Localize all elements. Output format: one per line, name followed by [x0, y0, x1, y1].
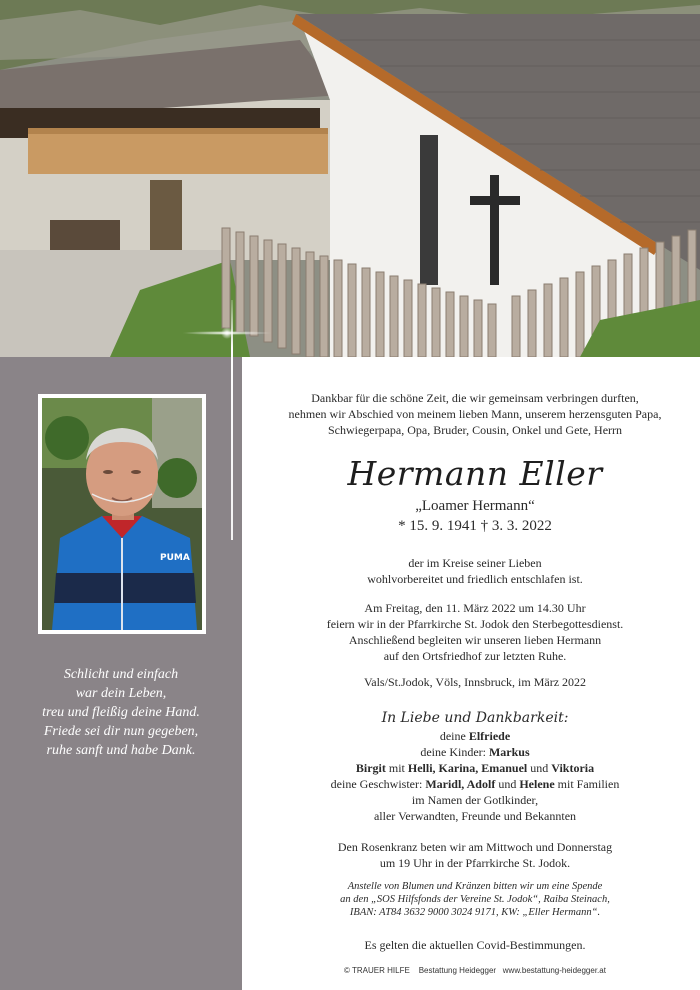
poem-line: treu und fleißig deine Hand.	[42, 705, 200, 720]
footer-website-link[interactable]: www.bestattung-heidegger.at	[502, 966, 606, 975]
covid-notice: Es gelten die aktuellen Covid-Bestimmungen.	[364, 938, 586, 952]
intro-line: Dankbar für die schöne Zeit, die wir gemeinsam verbringen durften,	[311, 391, 639, 405]
poem-line: Schlicht und einfach	[63, 667, 179, 682]
light-cross-sparkle	[182, 318, 272, 348]
rosary-line: um 19 Uhr in der Pfarrkirche St. Jodok.	[379, 856, 571, 870]
mourner-children: deine Kinder: Markus	[420, 745, 530, 759]
funeral-line: Anschließend begleiten wir unseren lieben Hermann	[348, 633, 602, 647]
poem	[0, 665, 242, 760]
funeral-line: auf den Ortsfriedhof zur letzten Ruhe.	[383, 649, 567, 663]
portrait-photo-frame	[38, 394, 206, 634]
donation-line: an den „SOS Hilfsfonds der Vereine St. Jodok“, Raiba Steinach,	[340, 894, 610, 905]
poem-line: ruhe sanft und habe Dank.	[46, 743, 196, 758]
intro-line: Schwiegerpapa, Opa, Bruder, Cousin, Onkel und Gete, Herrn	[327, 423, 623, 437]
mourner-grandchildren: Birgit mit Helli, Karina, Emanuel und Viktoria	[355, 761, 595, 775]
intro-paragraph	[250, 390, 700, 438]
deceased-name: Hermann Eller	[347, 454, 603, 493]
funeral-line: feiern wir in der Pfarrkirche St. Jodok den Sterbegottesdienst.	[326, 617, 624, 631]
donation-line: IBAN: AT84 3632 9000 3024 9171, KW: „Eller Hermann“.	[349, 907, 601, 918]
shirt-logo: PUMA	[160, 553, 190, 563]
passing-line: der im Kreise seiner Lieben	[408, 556, 542, 570]
mourner-siblings: deine Geschwister: Maridl, Adolf und Helene mit Familien	[330, 777, 620, 791]
footer-brand: © TRAUER HILFE	[344, 966, 410, 975]
poem-line: Friede sei dir nun gegeben,	[43, 724, 199, 739]
funeral-paragraph	[250, 600, 700, 664]
mourner-wife: deine Elfriede	[439, 729, 511, 743]
rosary-paragraph	[250, 839, 700, 871]
funeral-line: Am Freitag, den 11. März 2022 um 14.30 Uhr	[364, 601, 586, 615]
mourner-godchildren: im Namen der Gotlkinder,	[411, 793, 539, 807]
nickname: „Loamer Hermann“	[415, 498, 535, 514]
portrait-photo	[42, 398, 202, 630]
mourners-list	[250, 728, 700, 824]
header-photo-chapel	[0, 0, 700, 357]
donation-paragraph	[250, 880, 700, 919]
intro-line: nehmen wir Abschied von meinem lieben Mann, unserem herzensguten Papa,	[288, 407, 662, 421]
left-panel	[0, 357, 242, 990]
donation-line: Anstelle von Blumen und Kränzen bitten wir um eine Spende	[347, 881, 603, 892]
footer-company: Bestattung Heidegger	[418, 966, 497, 975]
passing-line: wohlvorbereitet und friedlich entschlafen ist.	[367, 572, 583, 586]
rosary-line: Den Rosenkranz beten wir am Mittwoch und Donnerstag	[337, 840, 613, 854]
mourner-others: aller Verwandten, Freunde und Bekannten	[373, 809, 577, 823]
footer	[250, 966, 700, 975]
mourners-heading: In Liebe und Dankbarkeit:	[381, 710, 569, 726]
life-dates: * 15. 9. 1941 † 3. 3. 2022	[398, 518, 552, 534]
place-and-date: Vals/St.Jodok, Völs, Innsbruck, im März 2022	[363, 675, 587, 689]
poem-line: war dein Leben,	[75, 686, 167, 701]
passing-paragraph	[250, 555, 700, 587]
